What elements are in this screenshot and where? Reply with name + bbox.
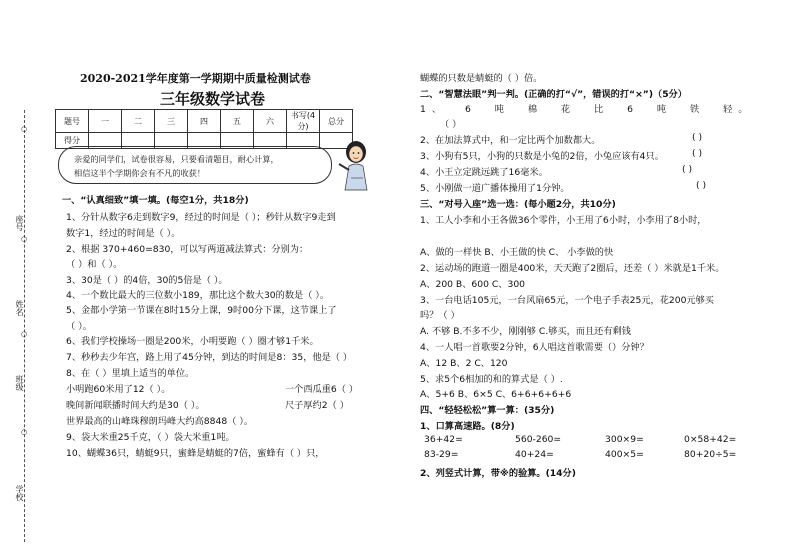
question-line: （ ）和（ ）。 — [66, 259, 123, 270]
option-line: A. 不够 B.不多不少，刚刚够 C.够买，而且还有剩钱 — [420, 326, 631, 337]
question-line: 5、金都小学第一节课在8时15分上课，9时00分下课，这节课上了 — [66, 305, 337, 316]
exam-subtitle: 三年级数学试卷 — [160, 90, 266, 108]
question-line: 2、运动场的跑道一圈是400米，天天跑了2圈后，还差（ ）米就是1千米。 — [420, 263, 725, 274]
question-line: 晚间新闻联播时间大约是30（ ）。 — [66, 400, 205, 411]
option-line: A、12 B、2 C、120 — [420, 358, 508, 369]
question-line: 3、小狗有5只，小狗的只数是小兔的2倍，小兔应该有4只。 — [420, 151, 664, 162]
circle-mark: ○ — [21, 235, 28, 243]
oral-calc-item: 400×5= — [605, 449, 644, 460]
question-line: 5、小刚做一道广播体操用了1分钟。 — [420, 183, 570, 194]
question-line: 3、30是（ ）的4倍，30的5倍是（ ）。 — [66, 275, 228, 286]
question-line: 7、秒秒去少年宫，路上用了45分钟，到达的时间是8：35，他是（ ） — [66, 352, 353, 363]
question-line: 8、在（ ）里填上适当的单位。 — [66, 368, 195, 379]
question-line: （ ）。 — [66, 321, 92, 332]
subsection-heading: 2、列竖式计算，带※的验算。(14分) — [420, 468, 576, 479]
oral-calc-item: 83-29= — [424, 449, 459, 460]
answer-paren[interactable]: ( ) — [692, 132, 703, 143]
answer-paren[interactable]: ( ) — [682, 164, 693, 175]
question-line: 4、一人唱一首歌要2分钟，6人唱这首歌需要（）分钟？ — [420, 342, 649, 353]
score-cell: 一 — [89, 110, 122, 133]
option-line: A、5+6 B、6×5 C、6+6+6+6+6 — [420, 389, 572, 400]
question-line: 4、一个数比最大的三位数小189，那比这个数大30的数是（ ）。 — [66, 290, 330, 301]
question-line: （ ） — [440, 119, 462, 130]
score-cell: 五 — [221, 110, 254, 133]
score-cell: 得分 — [56, 133, 89, 149]
question-line: 2、在加法算式中，和一定比两个加数都大。 — [420, 135, 601, 146]
circle-mark: ○ — [21, 428, 28, 436]
score-cell: 题号 — [56, 110, 89, 133]
bubble-line: 亲爱的同学们，试卷很容易，只要看清题目，耐心计算， — [74, 154, 279, 164]
section-two-heading: 二、“智慧法眼”判一判。(正确的打“√”，错误的打“×”)（5分） — [420, 89, 687, 100]
circle-mark: ○ — [21, 125, 28, 133]
question-line: 10、蝴蝶36只，蜻蜓9只，蜜蜂是蜻蜓的7倍，蜜蜂有（ ）只， — [66, 448, 325, 459]
score-cell: 二 — [122, 110, 155, 133]
score-cell: 三 — [155, 110, 188, 133]
oral-calc-item: 560-260= — [515, 434, 562, 445]
question-line: 9、袋大米重25千克，（ ）袋大米重1吨。 — [66, 432, 235, 443]
class-label: 班级 — [15, 375, 24, 391]
exam-title: 2020-2021学年度第一学期期中质量检测试卷 — [80, 72, 311, 85]
teacher-illustration-icon — [335, 140, 377, 192]
question-line: 一个西瓜重6（ ） — [285, 384, 359, 395]
score-table — [55, 109, 353, 149]
oral-calc-item: 80+20÷5= — [684, 449, 737, 460]
question-line: 2、根据 370+460=830，可以写两道减法算式：分别为： — [66, 244, 309, 255]
seat-number-label: 座号 — [15, 215, 24, 231]
question-line: 1、分针从数字6走到数字9，经过的时间是（ ）；秒针从数字9走到 — [66, 212, 336, 223]
score-cell: 六 — [254, 110, 287, 133]
question-line: 6、我们学校操场一圈是200米，小明要跑（ ）圈才够1千米。 — [66, 336, 319, 347]
question-line: 5、求5个6相加的和的算式是（ ）. — [420, 374, 563, 385]
oral-calc-item: 40+24= — [515, 449, 554, 460]
option-line: A、做的一样快 B、小王做的快 C、 小李做的快 — [420, 247, 614, 258]
answer-paren[interactable]: ( ) — [692, 148, 703, 159]
question-line: 蝴蝶的只数是蜻蜓的（ ）倍。 — [420, 73, 543, 84]
section-three-heading: 三、“对号入座”选一选：(每小题2分，共10分) — [420, 199, 616, 210]
answer-paren[interactable]: ( ) — [696, 180, 707, 191]
circle-mark: ○ — [21, 330, 28, 338]
score-table-header-row — [56, 110, 353, 133]
subsection-heading: 1、口算高速路。(8分) — [420, 421, 515, 432]
oral-calc-item: 300×9= — [605, 434, 644, 445]
bubble-text — [74, 152, 279, 180]
question-line: 世界最高的山峰珠穆朗玛峰大约高8848（ ）。 — [66, 416, 254, 427]
oral-calc-item: 0×58+42= — [684, 434, 737, 445]
option-line: A、200 B、600 C、300 — [420, 279, 526, 290]
score-cell: 四 — [188, 110, 221, 133]
question-line: 吗？（ ） — [420, 310, 460, 321]
question-line: 4、小王立定跳远跳了16毫米。 — [420, 167, 548, 178]
oral-calc-item: 36+42= — [424, 434, 463, 445]
bubble-line: 相信这半个学期你会有不凡的收获！ — [74, 168, 206, 178]
question-line: 小明跑60米用了12（ ）。 — [66, 384, 171, 395]
question-line: 1、 6 吨 棉 花 比 6 吨 铁 轻。 — [420, 104, 754, 115]
binding-line — [24, 110, 25, 542]
question-line: 3、一台电话105元，一台风扇65元，一个电子手表25元，花200元够买 — [420, 295, 714, 306]
question-line: 数字1，经过的时间是（ ）。 — [66, 228, 181, 239]
school-label: 学校 — [15, 485, 24, 501]
question-line: 1、工人小李和小王各做36个零件，小王用了6小时，小李用了8小时， — [420, 215, 707, 226]
section-four-heading: 四、“轻轻松松”算一算：(35分) — [420, 405, 555, 416]
section-one-heading: 一、“认真细致”填一填。(每空1分，共18分) — [62, 195, 249, 206]
question-line: 尺子厚约2（ ） — [285, 400, 349, 411]
score-cell: 书写(4分) — [287, 110, 320, 133]
score-cell: 总分 — [320, 110, 353, 133]
name-label: 姓名 — [15, 300, 24, 316]
